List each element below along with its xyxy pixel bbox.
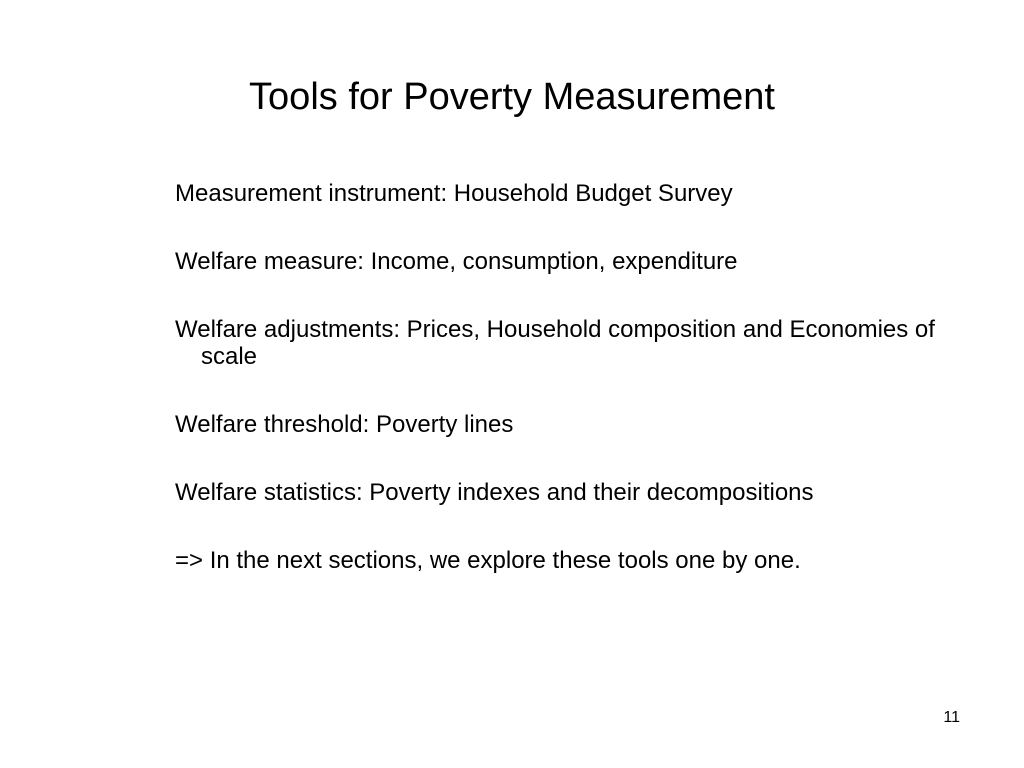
bullet-welfare-statistics: Welfare statistics: Poverty indexes and their decompositions bbox=[175, 479, 814, 506]
bullet-welfare-measure: Welfare measure: Income, consumption, expenditure bbox=[175, 248, 738, 275]
bullet-measurement-instrument: Measurement instrument: Household Budget Survey bbox=[175, 180, 733, 207]
page-number: 11 bbox=[943, 709, 960, 726]
bullet-welfare-adjustments: Welfare adjustments: Prices, Household composition and Economies of scale bbox=[175, 316, 935, 370]
bullet-next-sections: => In the next sections, we explore these tools one by one. bbox=[175, 547, 801, 574]
bullet-welfare-threshold: Welfare threshold: Poverty lines bbox=[175, 411, 514, 438]
slide-title: Tools for Poverty Measurement bbox=[249, 76, 775, 118]
slide-bullet-list bbox=[175, 180, 975, 615]
